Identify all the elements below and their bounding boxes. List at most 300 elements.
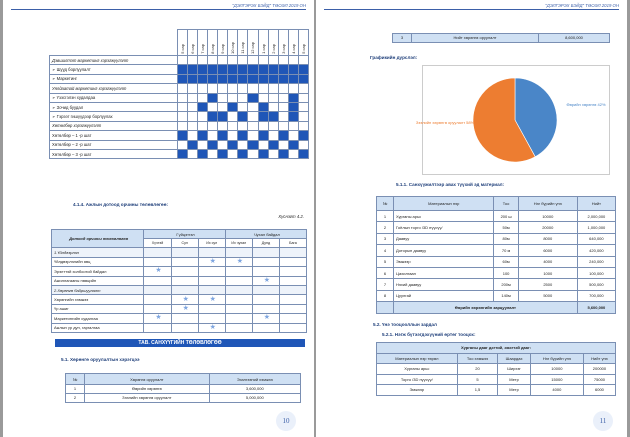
plan-row [52,323,307,332]
gantt-cell [187,84,197,93]
gantt-row [50,140,309,149]
gantt-cell [208,56,218,65]
material-row [377,245,616,256]
gantt-cell [228,112,238,121]
plan-sub-header: Сул [171,239,198,248]
gantt-cell [228,131,238,140]
plan-cell [252,314,279,323]
gantt-cell [208,102,218,111]
gantt-cell-active [187,140,197,149]
gantt-cell [268,131,278,140]
gantt-cell-active [278,65,288,74]
cost-cell: 10000 [530,364,583,375]
page-10 [3,0,314,437]
gantt-cell-active [218,149,228,158]
cost-cell: Ширхэг [498,364,531,375]
gantt-month-label: 6 сар [189,44,195,54]
gantt-cell-active [298,65,308,74]
gantt-row [50,112,309,121]
material-cell: Цуулгай [394,290,494,301]
gantt-month-header [278,30,288,56]
gantt-cell [187,102,197,111]
gantt-cell-active [268,74,278,83]
invest-cell: 5,000,000 [209,393,300,402]
material-cell: 6 [377,267,394,278]
plan-cell [279,295,306,304]
invest-cell: Зээлийн хөрөнгө оруулалт [85,393,210,402]
gantt-row-label: Дэвшилтэт маркетинг хэрэгжүүлэлт [50,56,178,65]
gantt-cell [288,121,298,130]
section-5-1: 5.1. Хөрөнгө оруулалтын хэрэгцээ [61,357,140,362]
group-header-importance: Чухал байдал [225,230,306,239]
material-cell: 10000 [518,211,577,222]
total-row-num: 3 [393,34,412,43]
plan-row-label: Эрэлттэй холбоотой байдал [52,267,144,276]
material-cell: 2500 [518,279,577,290]
invest-cell: Өөрийн хөрөнгө [85,385,210,394]
plan-row [52,257,307,266]
gantt-cell-active [298,74,308,83]
gantt-month-header [298,30,308,56]
gantt-cell [218,121,228,130]
cost-cell: 20 [457,364,498,375]
gantt-cell-active [288,93,298,102]
gantt-month-label: 5 сар [300,44,306,54]
section-4-1-4: 4.1.4. Ажлын дотоод орчины төлөвлөгөө: [73,202,169,207]
gantt-cell-active [288,74,298,83]
plan-table [51,229,307,333]
invest-row [66,393,301,402]
plan-cell [198,276,225,285]
gantt-month-header [187,30,197,56]
gantt-row-label: Хөтөлбөр – 2 -р шат [50,140,178,149]
header-line [11,9,306,10]
gantt-cell-active [288,140,298,149]
material-cell: 50м [494,222,518,233]
plan-cell [252,295,279,304]
gantt-cell [248,56,258,65]
plan-cell [279,248,306,257]
plan-cell [225,248,252,257]
gantt-cell [187,121,197,130]
gantt-cell [288,84,298,93]
gantt-row-label: ➢ Шууд борлуулалт [50,65,178,74]
plan-row-label: 1.Үйлдвэрлэл [52,248,144,257]
plan-cell [252,285,279,294]
gantt-month-label: 3 сар [280,44,286,54]
gantt-month-header [218,30,228,56]
gantt-cell [228,149,238,158]
gantt-cell [208,149,218,158]
gantt-cell-active [278,131,288,140]
plan-cell [198,267,225,276]
gantt-month-label: 7 сар [200,44,206,54]
plan-cell [171,267,198,276]
cost-row [377,364,616,375]
plan-cell [198,295,225,304]
plan-cell [198,257,225,266]
gantt-cell [177,121,187,130]
material-cell: Нэхий даавуу [394,279,494,290]
gantt-cell-active [258,102,268,111]
gantt-cell [298,84,308,93]
material-cell: 500,000 [577,279,615,290]
gantt-cell [197,84,207,93]
gantt-month-label: 9 сар [220,44,226,54]
gantt-cell-active [218,131,228,140]
gantt-cell [208,121,218,130]
plan-cell [225,314,252,323]
gantt-cell-active [208,140,218,149]
star-icon: ★ [236,257,243,265]
material-cell: 2 [377,222,394,233]
plan-cell [279,314,306,323]
gantt-cell [298,93,308,102]
plan-cell [144,267,171,276]
gantt-cell-active [238,65,248,74]
gantt-cell [278,84,288,93]
gantt-cell-active [248,93,258,102]
gantt-cell-active [228,102,238,111]
material-row [377,222,616,233]
cost-row [377,374,616,385]
gantt-cell-active [197,74,207,83]
gantt-row [50,149,309,158]
gantt-cell-active [238,149,248,158]
invest-table [65,373,301,403]
gantt-cell [187,131,197,140]
cost-header: Тоо хэмжээ [457,353,498,364]
material-cell: 1000 [518,267,577,278]
gantt-cell [197,140,207,149]
material-cell: 200 ш [494,211,518,222]
plan-cell [171,304,198,313]
gantt-month-label: 2 сар [270,44,276,54]
chapter-bar: ТАВ. САНХҮҮГИЙН ТӨЛӨВЛӨГӨӨ [55,339,305,347]
page-header: "ДЭЛГЭРЭХ БЭЙД" ТӨСӨЛ 2019 ОН [545,3,619,8]
total-row-label: Нийт хөрөнгө оруулалт [412,34,539,43]
plan-cell [198,314,225,323]
gantt-row-label: ➢ Гэрээт гишүүдээр борлуулах [50,112,178,121]
gantt-cell-active [268,140,278,149]
gantt-cell [258,84,268,93]
material-cell: Эмжээр [394,256,494,267]
plan-cell [252,257,279,266]
invest-cell: 1 [66,385,85,394]
plan-row-label: Ажлын үр дүн, гаргалгаа [52,323,144,332]
plan-cell [252,248,279,257]
plan-cell [279,267,306,276]
gantt-row [50,131,309,140]
total-investment-row [392,33,610,43]
plan-sub-header: Их сул [198,239,225,248]
plan-row-label: Хөрөнгийн хэмжээ [52,295,144,304]
material-row [377,233,616,244]
gantt-cell [268,84,278,93]
plan-cell [144,285,171,294]
gantt-cell-active [298,149,308,158]
star-icon: ★ [209,323,216,331]
gantt-month-header [258,30,268,56]
gantt-cell-active [258,149,268,158]
plan-cell [144,304,171,313]
material-row [377,256,616,267]
plan-row [52,295,307,304]
plan-cell [144,314,171,323]
material-cell: 60м [494,256,518,267]
gantt-cell [248,131,258,140]
material-cell: Гоёлын торго /3D пүүсүү/ [394,222,494,233]
gantt-cell-active [187,65,197,74]
material-cell: 5000 [518,290,577,301]
page-number: 11 [593,411,613,431]
gantt-cell [268,56,278,65]
plan-cell [252,304,279,313]
material-cell: Хурганы арьс [394,211,494,222]
table-note: Хүснэгт 4.2. [278,214,304,219]
plan-cell [171,314,198,323]
gantt-cell-active [258,74,268,83]
gantt-cell-active [197,102,207,111]
material-cell: 7 [377,279,394,290]
gantt-cell [298,102,308,111]
material-total-empty [377,302,394,313]
material-total-label: Өөрийн хөрөнгийн зарцуулалт [394,302,578,313]
gantt-cell-active [258,65,268,74]
invest-header: Эзэлгээний хэмжээ [209,374,300,385]
gantt-row-label: Хөтөлбөр – 1 -р шат [50,131,178,140]
plan-cell [171,323,198,332]
gantt-cell [228,84,238,93]
gantt-cell [228,121,238,130]
star-icon: ★ [182,304,189,312]
gantt-month-label: 5 сар [179,44,185,54]
material-header-row [377,197,616,211]
section-5-2-1: 5.2.1. Нэгж бүтээгдэхүүний өртөг тооцох: [382,332,476,337]
cost-row [377,385,616,396]
page-header: "ДЭЛГЭРЭХ БЭЙД" ТӨСӨЛ 2019 ОН [232,3,306,8]
gantt-cell [278,112,288,121]
plan-row-label: Үйлдвэрлэлийн явц [52,257,144,266]
plan-cell [144,276,171,285]
material-row [377,267,616,278]
gantt-cell-active [268,112,278,121]
gantt-cell [258,56,268,65]
plan-cell [225,304,252,313]
plan-cell [171,248,198,257]
gantt-corner [50,30,178,56]
plan-cell [225,257,252,266]
plan-cell [171,285,198,294]
gantt-cell [268,121,278,130]
gantt-cell [248,84,258,93]
gantt-month-label: 1 сар [260,44,266,54]
invest-header-row [66,374,301,385]
cost-cell: 1,5 [457,385,498,396]
star-icon: ★ [182,295,189,303]
plan-row-label: Үр ашиг [52,304,144,313]
plan-cell [198,304,225,313]
cost-table [376,342,616,396]
cost-table-title: Хурганы дааг дэгтий, эмэгтэй дааг: [377,343,616,354]
gantt-cell [197,121,207,130]
invest-cell: 2 [66,393,85,402]
gantt-row-label: ➢ Маркетинг [50,74,178,83]
gantt-month-header [248,30,258,56]
gantt-cell-active [238,74,248,83]
gantt-table [49,29,309,159]
material-cell: 5 [377,256,394,267]
cost-header: Материалын нэр төрөл [377,353,458,364]
plan-cell [279,304,306,313]
plan-cell [279,285,306,294]
gantt-cell-active [258,131,268,140]
material-row [377,211,616,222]
material-total-row [377,302,616,313]
gantt-cell [278,56,288,65]
star-icon: ★ [263,276,271,284]
page-number: 10 [276,411,296,431]
gantt-month-header [208,30,218,56]
gantt-cell [228,93,238,102]
invest-header: Хөрөнгө оруулалт [85,374,210,385]
plan-cell [252,323,279,332]
material-cell: 140м [494,290,518,301]
cost-cell: 75000 [583,374,615,385]
gantt-cell [298,56,308,65]
gantt-cell [208,131,218,140]
star-icon: ★ [209,295,216,303]
gantt-row [50,121,309,130]
gantt-cell [248,149,258,158]
gantt-cell [187,149,197,158]
gantt-cell [177,56,187,65]
gantt-month-label: 4 сар [290,44,296,54]
chart-heading: Графикийн дүрслэл: [370,55,418,60]
gantt-cell [177,140,187,149]
plan-cell [198,323,225,332]
gantt-cell [248,112,258,121]
gantt-cell [218,56,228,65]
plan-row-label: Маркетингийн судалгаа [52,314,144,323]
gantt-cell-active [197,65,207,74]
plan-cell [198,248,225,257]
material-cell: 640,000 [577,233,615,244]
gantt-row [50,56,309,65]
plan-title: Дотоод орчины төлөвлөгөө [52,230,144,248]
material-cell: 2,000,000 [577,211,615,222]
material-row [377,290,616,301]
material-cell: 420,000 [577,245,615,256]
gantt-cell [177,93,187,102]
gantt-cell-active [228,140,238,149]
material-header: Тоо [494,197,518,211]
cost-cell: 200000 [583,364,615,375]
material-cell: 4 [377,245,394,256]
gantt-cell [278,121,288,130]
cost-header: Нийт үнэ [583,353,615,364]
cost-cell: Эмжээр [377,385,458,396]
material-cell: 1 [377,211,394,222]
gantt-row-label: Уялдаатай маркетинг хэрэгжүүлэлт [50,84,178,93]
gantt-cell-active [248,65,258,74]
gantt-cell-active [258,112,268,121]
gantt-cell [248,121,258,130]
gantt-cell-active [177,74,187,83]
material-cell: 240,000 [577,256,615,267]
material-header: Нийт [577,197,615,211]
cost-cell: Метр [498,374,531,385]
gantt-month-header [238,30,248,56]
cost-cell: Метр [498,385,531,396]
gantt-cell [238,121,248,130]
cost-cell: Торго /3D пүүсүү/ [377,374,458,385]
material-header: Материалын нэр [394,197,494,211]
material-cell: 6000 [518,245,577,256]
gantt-cell [298,121,308,130]
page-11 [316,0,627,437]
plan-cell [171,295,198,304]
gantt-cell [258,93,268,102]
gantt-month-label: 8 сар [210,44,216,54]
gantt-month-header [177,30,187,56]
cost-header-row [377,353,616,364]
gantt-cell-active [248,74,258,83]
gantt-cell-active [208,74,218,83]
material-table [376,196,616,314]
gantt-cell-active [177,65,187,74]
plan-cell [144,295,171,304]
plan-cell [225,276,252,285]
gantt-month-label: 11 сар [240,42,246,54]
gantt-cell [218,102,228,111]
gantt-cell [177,112,187,121]
section-5-2: 5.2. Үнэ тооцооллын зардал [373,322,437,327]
gantt-cell [177,84,187,93]
gantt-cell [298,140,308,149]
plan-row [52,304,307,313]
invest-header: № [66,374,85,385]
plan-row [52,248,307,257]
gantt-cell [258,140,268,149]
gantt-cell [197,112,207,121]
gantt-cell-active [228,65,238,74]
plan-sub-header: Бага [279,239,306,248]
pie-chart-frame [415,65,610,175]
plan-row [52,276,307,285]
gantt-row [50,74,309,83]
gantt-cell [238,140,248,149]
gantt-cell [197,93,207,102]
gantt-cell [258,121,268,130]
gantt-cell-active [218,65,228,74]
plan-cell [171,257,198,266]
plan-cell [279,323,306,332]
pie-label: Зээлийн хөрөнгө оруулалт 58% [415,120,475,125]
plan-cell [144,323,171,332]
material-cell: Даавуу [394,233,494,244]
cost-cell: 5 [457,374,498,385]
gantt-cell-active [288,65,298,74]
gantt-row-label: Хөтөлбөр – 3 -р шат [50,149,178,158]
gantt-cell [238,93,248,102]
gantt-cell-active [278,149,288,158]
material-cell: Доторын даавуу [394,245,494,256]
material-cell: 20000 [518,222,577,233]
plan-sub-header: Хүчтэй [144,239,171,248]
gantt-cell [288,131,298,140]
gantt-cell-active [218,74,228,83]
